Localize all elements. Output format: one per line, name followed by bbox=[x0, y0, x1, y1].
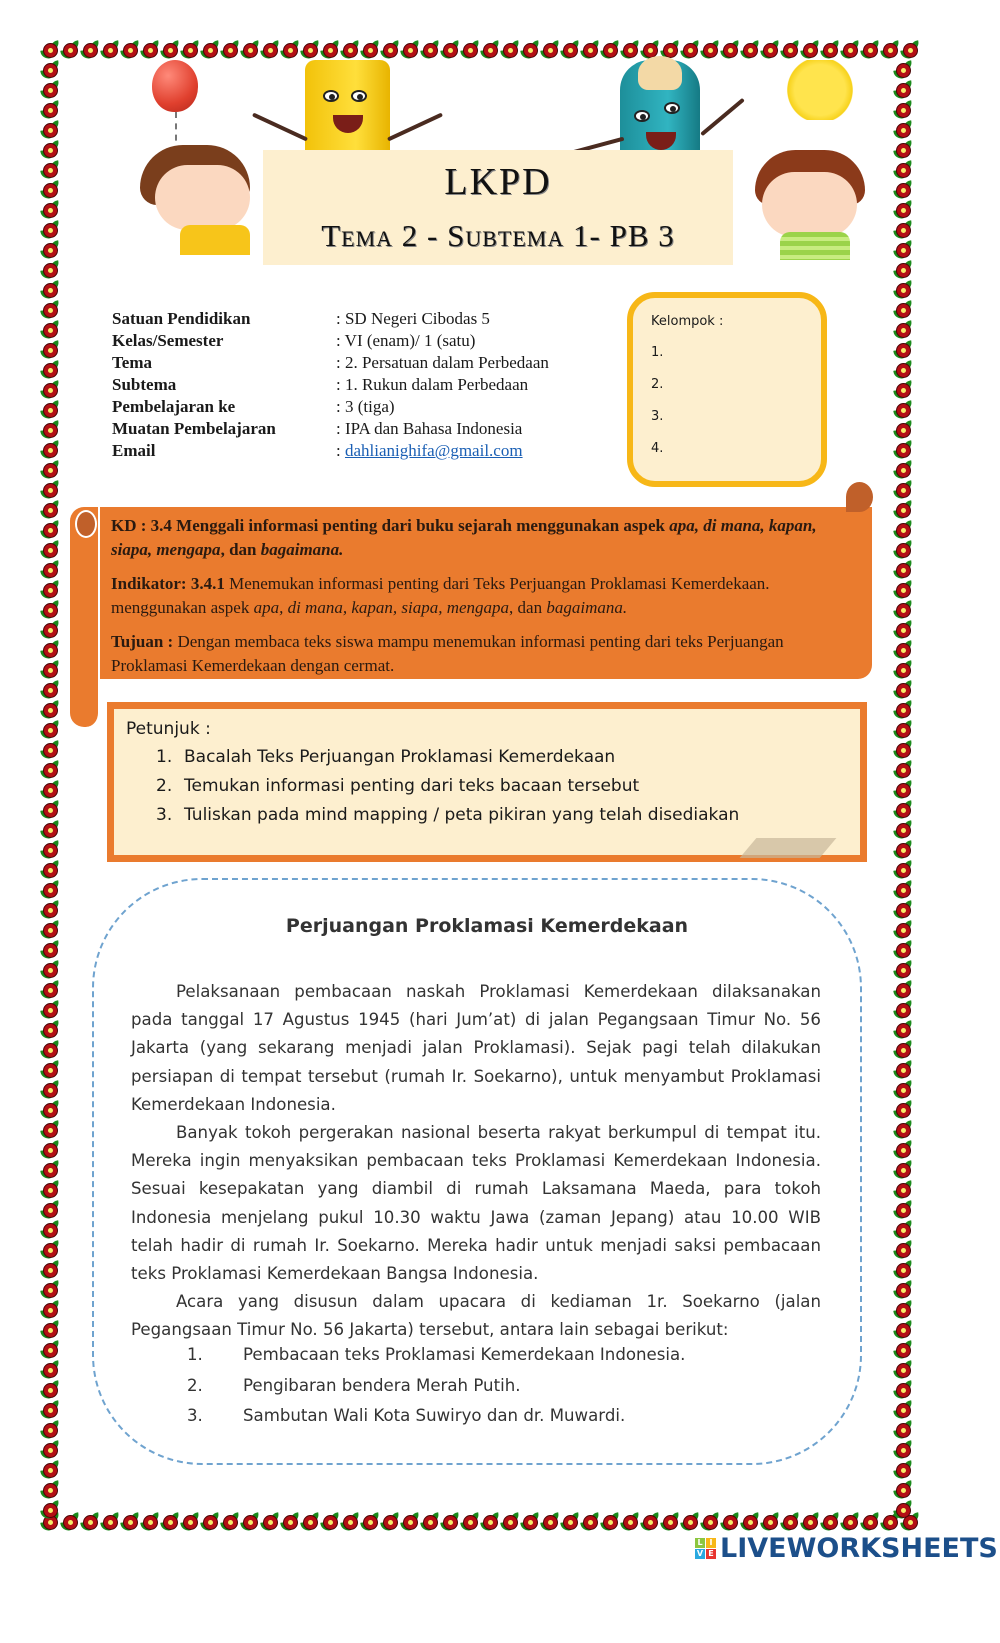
flower-icon bbox=[420, 1512, 440, 1532]
girl-character bbox=[140, 145, 270, 255]
flower-icon bbox=[100, 40, 120, 60]
flower-icon bbox=[893, 1060, 913, 1080]
flower-icon bbox=[660, 1512, 680, 1532]
flower-icon bbox=[40, 1200, 60, 1220]
flower-border-bottom bbox=[40, 1512, 920, 1532]
flower-icon bbox=[893, 1080, 913, 1100]
identity-label: Pembelajaran ke bbox=[112, 397, 236, 416]
flower-icon bbox=[40, 140, 60, 160]
flower-icon bbox=[60, 40, 80, 60]
identity-label: Satuan Pendidikan bbox=[112, 309, 251, 328]
scroll-curl-icon bbox=[75, 510, 97, 538]
flower-icon bbox=[820, 1512, 840, 1532]
flower-icon bbox=[893, 380, 913, 400]
flower-icon bbox=[580, 1512, 600, 1532]
flower-icon bbox=[720, 1512, 740, 1532]
flower-icon bbox=[340, 1512, 360, 1532]
email-label: Email bbox=[112, 441, 156, 460]
flower-icon bbox=[40, 1320, 60, 1340]
flower-icon bbox=[893, 360, 913, 380]
flower-icon bbox=[40, 320, 60, 340]
flower-icon bbox=[40, 680, 60, 700]
identity-table bbox=[112, 308, 549, 462]
flower-icon bbox=[480, 1512, 500, 1532]
flower-icon bbox=[780, 1512, 800, 1532]
flower-icon bbox=[893, 560, 913, 580]
flower-icon bbox=[893, 320, 913, 340]
flower-icon bbox=[40, 1080, 60, 1100]
flower-icon bbox=[700, 1512, 720, 1532]
identity-label: Muatan Pembelajaran bbox=[112, 419, 276, 438]
flower-icon bbox=[40, 360, 60, 380]
group-member-2[interactable]: 2. bbox=[651, 377, 664, 392]
flower-icon bbox=[80, 40, 100, 60]
email-link[interactable]: dahlianighifa@gmail.com bbox=[344, 441, 523, 460]
flower-icon bbox=[40, 1180, 60, 1200]
flower-icon bbox=[893, 200, 913, 220]
flower-icon bbox=[640, 1512, 660, 1532]
flower-icon bbox=[893, 680, 913, 700]
reading-list-item: 2. Pengibaran bendera Merah Putih. bbox=[187, 1375, 521, 1395]
flower-icon bbox=[893, 160, 913, 180]
flower-icon bbox=[893, 1180, 913, 1200]
flower-icon bbox=[40, 920, 60, 940]
flower-icon bbox=[40, 1020, 60, 1040]
flower-icon bbox=[40, 840, 60, 860]
logo-icon: L I V E bbox=[695, 1538, 716, 1559]
identity-row bbox=[112, 330, 549, 352]
flower-icon bbox=[40, 780, 60, 800]
flower-icon bbox=[893, 1120, 913, 1140]
sun-character bbox=[785, 60, 855, 120]
indikator-paragraph: Indikator: 3.4.1 Menemukan informasi penting dari Teks Perjuangan Proklamasi Kemerdekaan. menggunakan aspek apa, di mana, kapan, siapa, mengapa, dan bagaimana. bbox=[111, 574, 770, 617]
flower-icon bbox=[893, 580, 913, 600]
flower-icon bbox=[893, 540, 913, 560]
flower-icon bbox=[40, 200, 60, 220]
flower-icon bbox=[893, 740, 913, 760]
flower-icon bbox=[100, 1512, 120, 1532]
flower-icon bbox=[40, 1280, 60, 1300]
flower-icon bbox=[540, 1512, 560, 1532]
flower-icon bbox=[260, 1512, 280, 1532]
flower-icon bbox=[620, 1512, 640, 1532]
flower-icon bbox=[400, 1512, 420, 1532]
flower-icon bbox=[180, 1512, 200, 1532]
flower-icon bbox=[880, 40, 900, 60]
flower-icon bbox=[893, 1400, 913, 1420]
flower-icon bbox=[40, 80, 60, 100]
flower-icon bbox=[40, 300, 60, 320]
flower-icon bbox=[40, 900, 60, 920]
flower-icon bbox=[893, 1500, 913, 1520]
flower-icon bbox=[893, 1420, 913, 1440]
flower-icon bbox=[893, 500, 913, 520]
flower-icon bbox=[893, 120, 913, 140]
liveworksheets-logo[interactable] bbox=[695, 1533, 998, 1564]
flower-icon bbox=[40, 1480, 60, 1500]
flower-icon bbox=[220, 1512, 240, 1532]
flower-icon bbox=[893, 220, 913, 240]
flower-icon bbox=[40, 1440, 60, 1460]
flower-icon bbox=[40, 820, 60, 840]
flower-icon bbox=[860, 1512, 880, 1532]
kd-label: KD : bbox=[111, 516, 147, 535]
flower-icon bbox=[893, 260, 913, 280]
flower-icon bbox=[40, 640, 60, 660]
flower-icon bbox=[40, 460, 60, 480]
flower-icon bbox=[500, 1512, 520, 1532]
flower-icon bbox=[893, 240, 913, 260]
flower-icon bbox=[893, 180, 913, 200]
flower-icon bbox=[893, 1460, 913, 1480]
flower-icon bbox=[893, 300, 913, 320]
flower-icon bbox=[40, 1460, 60, 1480]
instruction-item: 2. Temukan informasi penting dari teks bacaan tersebut bbox=[156, 776, 640, 796]
flower-icon bbox=[600, 1512, 620, 1532]
instructions-box bbox=[107, 702, 867, 862]
flower-icon bbox=[40, 1360, 60, 1380]
flower-icon bbox=[800, 1512, 820, 1532]
flower-icon bbox=[893, 440, 913, 460]
identity-value: : 3 (tiga) bbox=[336, 397, 395, 416]
identity-label: Subtema bbox=[112, 375, 177, 394]
flower-icon bbox=[893, 460, 913, 480]
reading-paragraph: Pelaksanaan pembacaan naskah Proklamasi Kemerdekaan dilaksanakan pada tanggal 17 Agustus 1945 (hari Jum’at) di jalan Pegangsaan Timur No. 56 Jakarta (yang sekarang menjadi jalan Proklamasi). Sejak pagi telah dilakukan persiapan di tempat tersebut (rumah Ir. Soekarno), untuk menyambut Proklamasi Kemerdekaan Indonesia. bbox=[131, 982, 821, 1114]
group-box bbox=[627, 292, 827, 487]
flower-icon bbox=[160, 1512, 180, 1532]
flower-icon bbox=[893, 1220, 913, 1240]
flower-icon bbox=[40, 480, 60, 500]
flower-icon bbox=[40, 1120, 60, 1140]
flower-icon bbox=[893, 420, 913, 440]
tujuan-paragraph: Tujuan : Dengan membaca teks siswa mampu menemukan informasi penting dari teks Perjuangan Proklamasi Kemerdekaan dengan cermat. bbox=[111, 632, 784, 675]
flower-icon bbox=[893, 660, 913, 680]
flower-icon bbox=[893, 900, 913, 920]
flower-icon bbox=[893, 800, 913, 820]
email-prefix: : bbox=[336, 441, 345, 460]
flower-icon bbox=[40, 1220, 60, 1240]
flower-icon bbox=[893, 100, 913, 120]
flower-icon bbox=[40, 1140, 60, 1160]
page-fold-corner bbox=[740, 838, 837, 858]
flower-icon bbox=[893, 520, 913, 540]
flower-icon bbox=[40, 1400, 60, 1420]
flower-icon bbox=[40, 40, 60, 60]
flower-icon bbox=[380, 1512, 400, 1532]
flower-icon bbox=[893, 960, 913, 980]
flower-icon bbox=[40, 1160, 60, 1180]
flower-icon bbox=[893, 840, 913, 860]
flower-icon bbox=[893, 1100, 913, 1120]
group-member-3[interactable]: 3. bbox=[651, 409, 664, 424]
flower-icon bbox=[40, 800, 60, 820]
tujuan-label: Tujuan : bbox=[111, 632, 174, 651]
flower-icon bbox=[893, 140, 913, 160]
instructions-list bbox=[126, 743, 860, 830]
flower-icon bbox=[893, 1280, 913, 1300]
logo-text: LIVEWORKSHEETS bbox=[720, 1533, 998, 1564]
flower-icon bbox=[440, 1512, 460, 1532]
flower-icon bbox=[40, 380, 60, 400]
flower-icon bbox=[893, 1160, 913, 1180]
reading-list-item: 1. Pembacaan teks Proklamasi Kemerdekaan Indonesia. bbox=[187, 1345, 686, 1364]
group-member-1[interactable]: 1. bbox=[651, 345, 664, 360]
flower-icon bbox=[460, 1512, 480, 1532]
flower-icon bbox=[60, 1512, 80, 1532]
flower-icon bbox=[40, 220, 60, 240]
flower-icon bbox=[893, 640, 913, 660]
flower-icon bbox=[893, 600, 913, 620]
flower-icon bbox=[740, 1512, 760, 1532]
flower-icon bbox=[893, 60, 913, 80]
reading-body bbox=[131, 978, 821, 1345]
objectives-scroll bbox=[70, 482, 873, 727]
flower-icon bbox=[40, 180, 60, 200]
flower-icon bbox=[893, 880, 913, 900]
flower-icon bbox=[320, 1512, 340, 1532]
boy-character bbox=[750, 150, 880, 260]
flower-icon bbox=[893, 760, 913, 780]
flower-icon bbox=[893, 1140, 913, 1160]
identity-row bbox=[112, 418, 549, 440]
identity-value: : SD Negeri Cibodas 5 bbox=[336, 309, 490, 328]
flower-icon bbox=[200, 1512, 220, 1532]
reading-paragraph: Banyak tokoh pergerakan nasional beserta rakyat berkumpul di tempat itu. Mereka ingin menyaksikan pembacaan teks Proklamasi Kemerdekaan Indonesia. Sesuai kesepakatan yang diambil di rumah Laksamana Maeda, para tokoh Indonesia menjelang pukul 10.30 waktu Jawa (zaman Jepang) atau 10.00 WIB telah hadir di rumah Ir. Soekarno. Mereka hadir untuk menjadi saksi pembacaan teks Proklamasi Kemerdekaan Bangsa Indonesia. bbox=[131, 1123, 821, 1284]
flower-icon bbox=[40, 860, 60, 880]
reading-list-item: 3. Sambutan Wali Kota Suwiryo dan dr. Muwardi. bbox=[187, 1406, 626, 1425]
flower-icon bbox=[40, 940, 60, 960]
flower-icon bbox=[40, 100, 60, 120]
flower-icon bbox=[40, 960, 60, 980]
flower-icon bbox=[40, 1260, 60, 1280]
flower-icon bbox=[893, 720, 913, 740]
identity-value: : VI (enam)/ 1 (satu) bbox=[336, 331, 476, 350]
identity-row bbox=[112, 308, 549, 330]
flower-icon bbox=[840, 1512, 860, 1532]
instructions-title: Petunjuk : bbox=[126, 719, 211, 739]
flower-icon bbox=[893, 400, 913, 420]
flower-icon bbox=[40, 500, 60, 520]
page-title: LKPD bbox=[444, 161, 552, 203]
flower-icon bbox=[120, 1512, 140, 1532]
flower-icon bbox=[893, 340, 913, 360]
flower-icon bbox=[40, 1340, 60, 1360]
reading-title: Perjuangan Proklamasi Kemerdekaan bbox=[285, 915, 689, 937]
flower-icon bbox=[893, 1200, 913, 1220]
flower-icon bbox=[893, 820, 913, 840]
identity-row bbox=[112, 352, 549, 374]
flower-icon bbox=[40, 620, 60, 640]
flower-icon bbox=[40, 60, 60, 80]
flower-icon bbox=[893, 940, 913, 960]
kd-paragraph: KD : 3.4 Menggali informasi penting dari buku sejarah menggunakan aspek apa, di mana, kapan, siapa, mengapa, dan bagaimana. bbox=[111, 516, 817, 559]
flower-icon bbox=[900, 40, 920, 60]
instruction-item: 3. Tuliskan pada mind mapping / peta pikiran yang telah disediakan bbox=[156, 805, 740, 825]
flower-icon bbox=[893, 1240, 913, 1260]
flower-icon bbox=[240, 1512, 260, 1532]
flower-icon bbox=[40, 1500, 60, 1520]
flower-border-left bbox=[40, 60, 60, 1520]
indikator-label: Indikator: 3.4.1 bbox=[111, 574, 225, 593]
flower-icon bbox=[40, 120, 60, 140]
flower-icon bbox=[40, 760, 60, 780]
flower-icon bbox=[40, 400, 60, 420]
flower-icon bbox=[40, 520, 60, 540]
flower-icon bbox=[893, 860, 913, 880]
flower-icon bbox=[893, 920, 913, 940]
scroll-curl-icon bbox=[846, 482, 873, 512]
flower-icon bbox=[893, 700, 913, 720]
flower-icon bbox=[80, 1512, 100, 1532]
flower-icon bbox=[40, 1100, 60, 1120]
flower-icon bbox=[40, 260, 60, 280]
flower-icon bbox=[893, 1040, 913, 1060]
flower-icon bbox=[893, 620, 913, 640]
flower-icon bbox=[893, 1480, 913, 1500]
flower-icon bbox=[40, 540, 60, 560]
identity-value: : 1. Rukun dalam Perbedaan bbox=[336, 375, 529, 394]
flower-icon bbox=[893, 1340, 913, 1360]
flower-icon bbox=[280, 1512, 300, 1532]
flower-icon bbox=[40, 280, 60, 300]
flower-icon bbox=[40, 580, 60, 600]
flower-icon bbox=[140, 1512, 160, 1532]
flower-icon bbox=[40, 1240, 60, 1260]
page-subtitle: Tema 2 - Subtema 1- PB 3 bbox=[321, 218, 675, 253]
objectives-text bbox=[111, 514, 851, 688]
flower-icon bbox=[893, 1440, 913, 1460]
flower-icon bbox=[40, 1380, 60, 1400]
flower-icon bbox=[40, 560, 60, 580]
flower-icon bbox=[893, 980, 913, 1000]
flower-icon bbox=[893, 1320, 913, 1340]
flower-icon bbox=[893, 1000, 913, 1020]
flower-icon bbox=[360, 1512, 380, 1532]
flower-icon bbox=[893, 1380, 913, 1400]
identity-label: Kelas/Semester bbox=[112, 331, 224, 350]
identity-row bbox=[112, 374, 549, 396]
identity-value: : 2. Persatuan dalam Perbedaan bbox=[336, 353, 549, 372]
flower-icon bbox=[893, 80, 913, 100]
flower-icon bbox=[893, 1260, 913, 1280]
flower-icon bbox=[40, 660, 60, 680]
flower-icon bbox=[40, 1060, 60, 1080]
flower-icon bbox=[40, 160, 60, 180]
flower-icon bbox=[40, 440, 60, 460]
flower-icon bbox=[893, 280, 913, 300]
flower-icon bbox=[40, 1300, 60, 1320]
flower-icon bbox=[40, 980, 60, 1000]
group-title: Kelompok : bbox=[651, 314, 724, 329]
flower-icon bbox=[40, 880, 60, 900]
flower-icon bbox=[40, 720, 60, 740]
reading-paragraph: Acara yang disusun dalam upacara di kediaman 1r. Soekarno (jalan Pegangsaan Timur No. 56 Jakarta) tersebut, antara lain sebagai berikut: bbox=[131, 1292, 821, 1340]
flower-icon bbox=[893, 1300, 913, 1320]
flower-icon bbox=[40, 700, 60, 720]
flower-icon bbox=[40, 740, 60, 760]
flower-icon bbox=[300, 1512, 320, 1532]
flower-icon bbox=[893, 480, 913, 500]
flower-icon bbox=[40, 600, 60, 620]
flower-icon bbox=[760, 1512, 780, 1532]
identity-row bbox=[112, 396, 549, 418]
identity-value: : IPA dan Bahasa Indonesia bbox=[336, 419, 523, 438]
flower-icon bbox=[893, 1020, 913, 1040]
flower-border-right bbox=[893, 60, 913, 1520]
flower-icon bbox=[120, 40, 140, 60]
flower-icon bbox=[520, 1512, 540, 1532]
flower-icon bbox=[40, 340, 60, 360]
flower-icon bbox=[893, 780, 913, 800]
flower-icon bbox=[40, 1420, 60, 1440]
reading-list bbox=[187, 1340, 685, 1432]
flower-icon bbox=[40, 240, 60, 260]
identity-label: Tema bbox=[112, 353, 152, 372]
title-card bbox=[263, 150, 733, 265]
flower-icon bbox=[40, 1000, 60, 1020]
identity-row-email bbox=[112, 440, 549, 462]
scroll-left-roll bbox=[70, 507, 100, 727]
group-member-4[interactable]: 4. bbox=[651, 441, 664, 456]
flower-icon bbox=[680, 1512, 700, 1532]
flower-icon bbox=[40, 1040, 60, 1060]
flower-icon bbox=[893, 1360, 913, 1380]
instruction-item: 1. Bacalah Teks Perjuangan Proklamasi Kemerdekaan bbox=[156, 747, 616, 767]
flower-icon bbox=[40, 420, 60, 440]
balloon-icon bbox=[152, 60, 198, 112]
flower-icon bbox=[560, 1512, 580, 1532]
